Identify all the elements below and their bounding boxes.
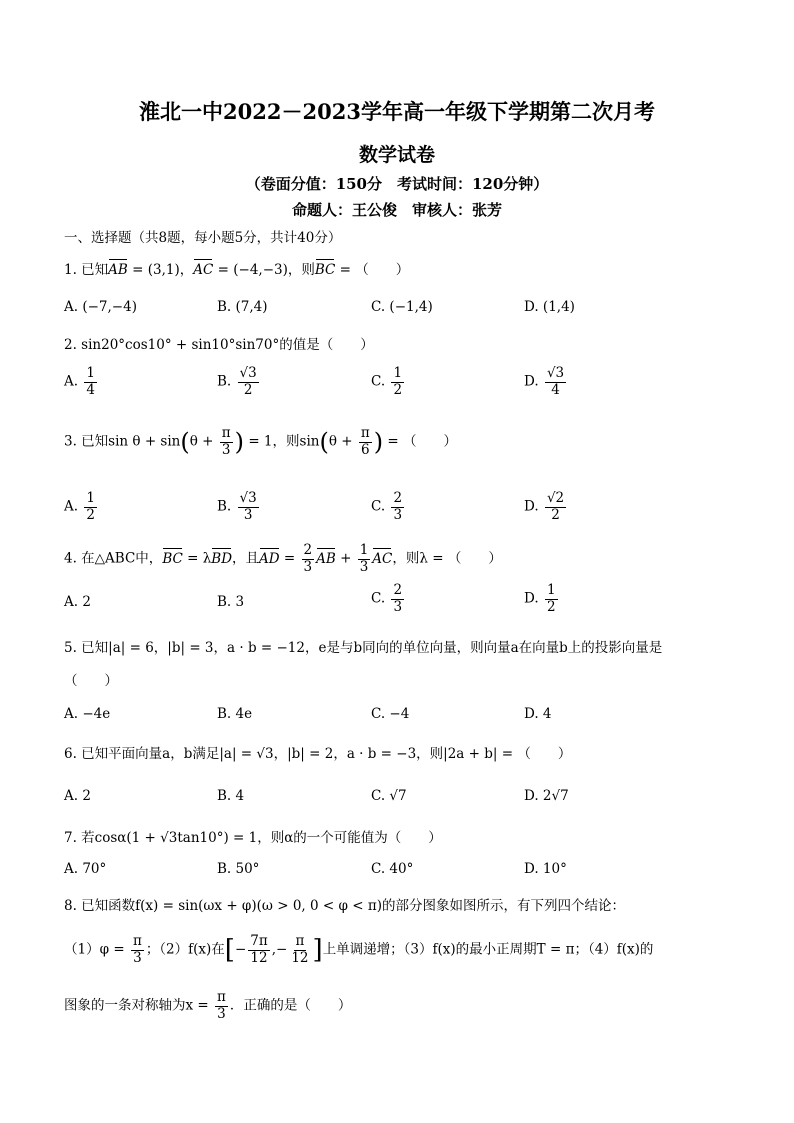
q3-b-fraction xyxy=(238,491,259,523)
q7-option-d: D. 10° xyxy=(524,861,567,877)
q3-option-c xyxy=(371,491,406,523)
q8-phi: （1）φ = xyxy=(64,941,129,958)
q4-d-fraction xyxy=(545,583,558,615)
q3-pi-2: π xyxy=(360,425,370,441)
q6-option-c: C. √7 xyxy=(371,788,407,804)
q2-c-label: C. xyxy=(371,373,386,390)
exam-meta: （卷面分值：150分 考试时间：120分钟） xyxy=(245,175,549,193)
q3-theta-1: θ + xyxy=(189,433,218,450)
q8-7pi: 7π xyxy=(250,933,268,949)
q2-option-c xyxy=(371,366,406,398)
q8-pi-3: π xyxy=(217,989,226,1005)
q2-option-b xyxy=(217,366,261,398)
q3-pi-over-3 xyxy=(220,426,233,458)
q8-twelve-1: 12 xyxy=(250,949,268,966)
q8-neg-pi-12 xyxy=(289,934,310,966)
q2-b-fraction xyxy=(238,366,259,398)
q3-pi-over-6 xyxy=(359,426,372,458)
q2-b-den: 2 xyxy=(243,381,253,398)
q2-a-label: A. xyxy=(64,373,79,390)
q4-option-d xyxy=(524,583,560,615)
exam-authors: 命题人：王公俊 审核人：张芳 xyxy=(291,201,502,219)
q8-axis-text: 图象的一条对称轴为x = xyxy=(64,997,214,1014)
question-8-conclusions: （1）φ = $\frac{\pi}{3}$ ；（2）f(x)在[− $\frac{7\pi}{12}$ ,− $\frac{\pi}{12}$ ]上单调递增；（3）f(x)的最小正周期T = π；（4）f(x)的 xyxy=(64,933,654,966)
vector-ab: AB xyxy=(108,262,128,278)
q8-pi-over-3 xyxy=(131,934,144,966)
q3-option-a xyxy=(64,491,99,523)
q6-option-d: D. 2√7 xyxy=(524,788,569,804)
q1-option-b: B. (7,4) xyxy=(217,299,268,315)
section-heading: 一、选择题（共8题，每小题5分，共计40分） xyxy=(64,230,342,246)
q3-three: 3 xyxy=(221,441,231,458)
q2-b-num: √3 xyxy=(239,365,257,381)
q1-eq1: = (3,1)， xyxy=(127,262,194,278)
q3-paren-close-2: ) xyxy=(373,428,384,457)
q2-d-fraction xyxy=(545,366,566,398)
q3-a-num: 1 xyxy=(86,490,95,506)
q6-option-b: B. 4 xyxy=(217,788,245,804)
q8-bracket-open: [ xyxy=(224,935,235,966)
q4-eq3: = xyxy=(279,550,300,567)
exam-subtitle: 数学试卷 xyxy=(358,144,435,166)
q8-neg-7pi-12 xyxy=(248,934,269,966)
q2-d-num: √3 xyxy=(546,365,565,381)
q4-option-c xyxy=(371,583,406,615)
question-2-stem: 2. sin20°cos10° + sin10°sin70°的值是（ ） xyxy=(64,337,374,353)
q4-suffix: ，则λ = （ ） xyxy=(392,550,502,567)
q5-option-a: A. −4e xyxy=(64,706,111,722)
q2-c-den: 2 xyxy=(393,381,403,398)
question-1-stem xyxy=(64,258,409,278)
q4-three-a: 3 xyxy=(303,558,313,575)
q4-one: 1 xyxy=(359,542,369,558)
q3-option-b xyxy=(217,491,261,523)
q4-one-third xyxy=(358,543,371,575)
q3-paren-open-1: ( xyxy=(180,428,190,457)
q4-d-den: 2 xyxy=(546,598,556,615)
q1-option-d: D. (1,4) xyxy=(524,299,575,315)
q6-option-a: A. 2 xyxy=(64,788,91,804)
question-5-blank: （ ） xyxy=(64,673,118,689)
q4-two-thirds xyxy=(302,543,315,575)
q3-a-fraction xyxy=(84,491,97,523)
exam-title: 淮北一中2022－2023学年高一年级下学期第二次月考 xyxy=(139,99,655,124)
q3-prefix: 3. 已知sin θ + sin xyxy=(64,433,181,450)
q4-two: 2 xyxy=(303,542,313,558)
q7-option-b: B. 50° xyxy=(217,861,260,877)
q3-b-label: B. xyxy=(217,498,232,515)
q3-theta-2: θ + xyxy=(328,433,357,450)
vector-ab-q4: AB xyxy=(316,550,336,567)
q4-d-num: 1 xyxy=(546,582,556,598)
q4-three-b: 3 xyxy=(359,558,369,575)
q3-paren-close-1: ) xyxy=(234,428,245,457)
q3-d-den: 2 xyxy=(551,506,560,523)
q8-pi-1: π xyxy=(132,933,142,949)
q4-c-label: C. xyxy=(371,590,386,607)
q2-c-num: 1 xyxy=(393,365,403,381)
q2-c-fraction xyxy=(391,366,404,398)
q2-d-den: 4 xyxy=(551,381,560,398)
q1-prefix: 1. 已知 xyxy=(64,262,109,278)
q3-suffix: = （ ） xyxy=(383,433,458,450)
q3-c-num: 2 xyxy=(393,490,403,506)
q4-eq2: ，且 xyxy=(232,550,260,567)
q8-twelve-2: 12 xyxy=(291,949,309,966)
q3-d-label: D. xyxy=(524,498,539,515)
q4-prefix: 4. 在△ABC中， xyxy=(64,550,163,567)
vector-bd: BD xyxy=(211,550,233,567)
q8-three-2: 3 xyxy=(217,1005,226,1022)
q8-question-tail: ．正确的是（ ） xyxy=(229,997,352,1014)
q2-b-label: B. xyxy=(217,373,232,390)
q3-option-d xyxy=(524,491,568,523)
q2-option-d xyxy=(524,366,568,398)
q3-paren-open-2: ( xyxy=(319,428,329,457)
q7-option-c: C. 40° xyxy=(371,861,414,877)
question-4-stem xyxy=(64,543,502,575)
q3-c-label: C. xyxy=(371,498,386,515)
q2-option-a xyxy=(64,366,99,398)
q5-option-b: B. 4e xyxy=(217,706,253,722)
q1-option-c: C. (−1,4) xyxy=(371,299,433,315)
q8-interval-intro: ；（2）f(x)在 xyxy=(145,941,225,958)
q1-option-a: A. (−7,−4) xyxy=(64,299,137,315)
q3-b-den: 3 xyxy=(243,506,253,523)
q2-a-fraction xyxy=(84,366,97,398)
q5-option-c: C. −4 xyxy=(371,706,410,722)
q1-eq3: = （ ） xyxy=(335,262,410,278)
q4-option-b: B. 3 xyxy=(217,594,245,610)
q8-x-pi-over-3 xyxy=(215,990,228,1022)
vector-ac-q4: AC xyxy=(372,550,393,567)
q5-option-d: D. 4 xyxy=(524,706,552,722)
q4-c-den: 3 xyxy=(393,598,403,615)
vector-bc-q4: BC xyxy=(162,550,183,567)
q3-a-label: A. xyxy=(64,498,79,515)
vector-ad: AD xyxy=(259,550,280,567)
question-8-axis xyxy=(64,990,351,1022)
q3-c-den: 3 xyxy=(393,506,403,523)
question-5-stem: 5. 已知|a| = 6，|b| = 3，a · b = −12，e是与b同向的单位向量，则向量a在向量b上的投影向量是 xyxy=(64,640,663,656)
q3-six: 6 xyxy=(361,441,370,458)
q8-conclusions-rest: 上单调递增；（3）f(x)的最小正周期T = π；（4）f(x)的 xyxy=(322,941,654,958)
q4-c-num: 2 xyxy=(393,582,403,598)
q3-d-fraction xyxy=(545,491,566,523)
q8-three-1: 3 xyxy=(133,949,142,966)
vector-ac: AC xyxy=(193,262,214,278)
q8-bracket-close: ] xyxy=(312,935,323,966)
q4-plus: + xyxy=(335,550,356,567)
q3-mid: = 1，则sin xyxy=(244,433,320,450)
q3-b-num: √3 xyxy=(239,490,257,506)
q3-pi-1: π xyxy=(221,425,231,441)
q3-a-den: 2 xyxy=(86,506,95,523)
q4-option-a: A. 2 xyxy=(64,594,91,610)
q2-d-label: D. xyxy=(524,373,539,390)
q1-eq2: = (−4,−3)，则 xyxy=(213,262,315,278)
q8-pi-2: π xyxy=(295,933,305,949)
q2-a-num: 1 xyxy=(86,365,95,381)
q2-a-den: 4 xyxy=(86,381,95,398)
q3-c-fraction xyxy=(391,491,404,523)
question-7-stem: 7. 若cosα(1 + √3tan10°) = 1，则α的一个可能值为（ ） xyxy=(64,830,442,846)
q4-c-fraction xyxy=(391,583,404,615)
q4-eq1: = λ xyxy=(182,550,212,567)
question-6-stem: 6. 已知平面向量a，b满足|a| = √3，|b| = 2，a · b = −3，则|2a + b| = （ ） xyxy=(64,746,572,762)
vector-bc: BC xyxy=(314,262,336,278)
question-3-stem xyxy=(64,426,457,458)
q3-d-num: √2 xyxy=(546,490,565,506)
q7-option-a: A. 70° xyxy=(64,861,107,877)
question-8-stem: 8. 已知函数f(x) = sin(ωx + φ)(ω > 0, 0 < φ < π)的部分图象如图所示，有下列四个结论： xyxy=(64,898,625,914)
q4-d-label: D. xyxy=(524,590,539,607)
